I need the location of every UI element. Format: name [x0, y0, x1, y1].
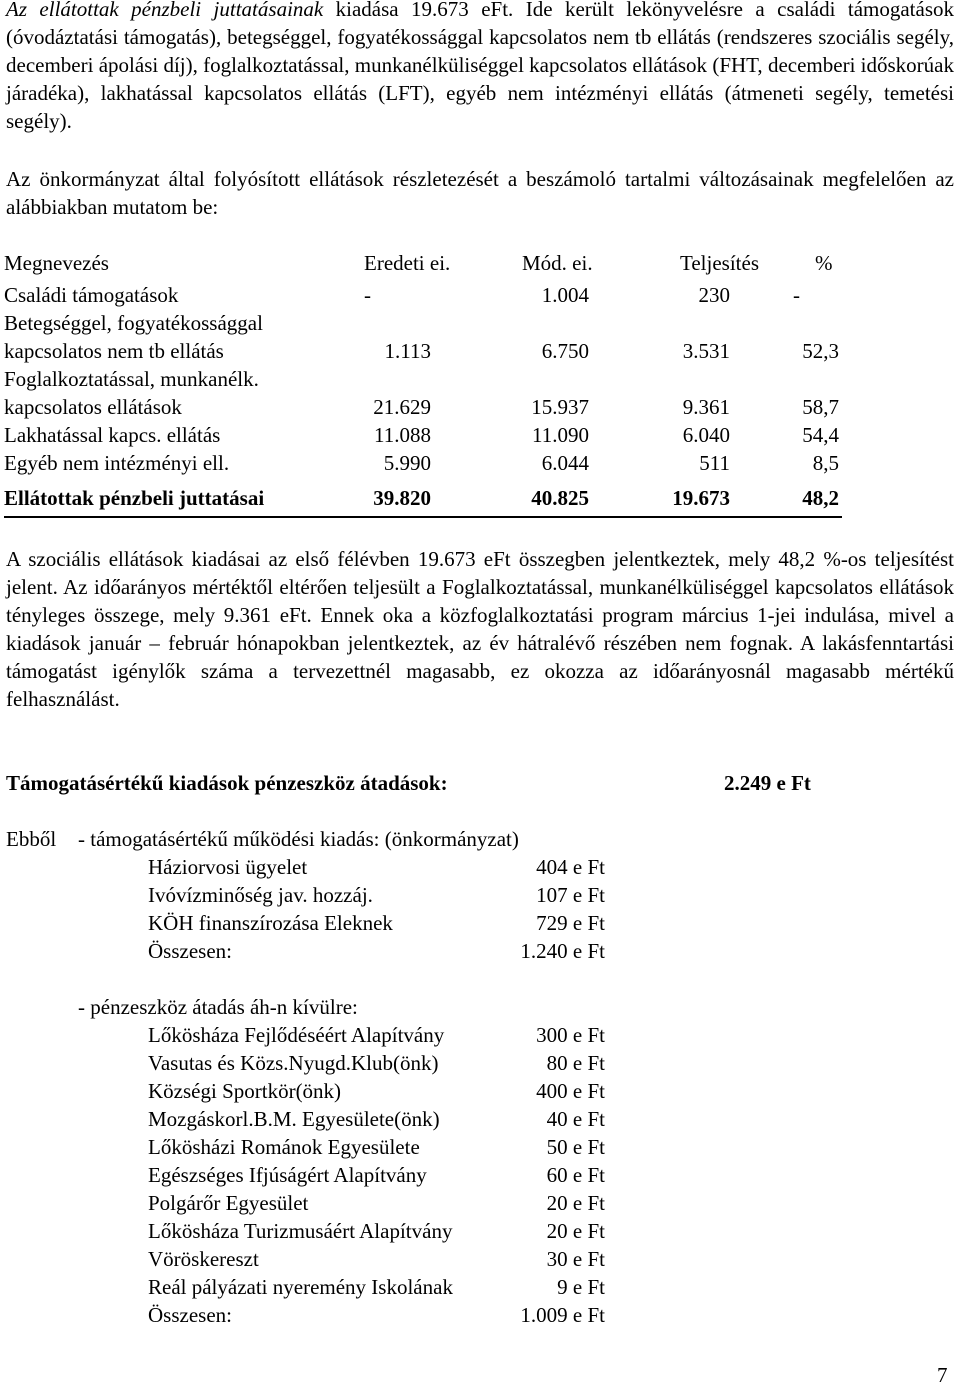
table-cell-done: 511 [699, 451, 730, 475]
list-item-name: Lőkösházi Románok Egyesülete [148, 1135, 420, 1159]
table-row-label: Családi támogatások [4, 283, 179, 307]
table-cell-mod: 11.090 [532, 423, 589, 447]
list-item-name: Mozgáskorl.B.M. Egyesülete(önk) [148, 1107, 440, 1131]
table-cell-mod: 6.044 [541, 451, 589, 475]
list-item-amount: 400 e Ft [536, 1079, 605, 1103]
list-item-name: Ivóvízminőség jav. hozzáj. [148, 883, 373, 907]
list-item-amount: 30 e Ft [546, 1247, 605, 1271]
list-item-amount: 20 e Ft [546, 1191, 605, 1215]
table-cell-done: 3.531 [682, 339, 730, 363]
list-item-name: Összesen: [148, 939, 232, 963]
table-row-label: Egyéb nem intézményi ell. [4, 451, 230, 475]
total-row-rule [4, 516, 842, 518]
table-cell-pct: 8,5 [812, 451, 839, 475]
list-item-amount: 404 e Ft [536, 855, 605, 879]
list-item-amount: 300 e Ft [536, 1023, 605, 1047]
table-cell-pct: 54,4 [802, 423, 839, 447]
list-item-name: Lőkösháza Turizmusáért Alapítvány [148, 1219, 453, 1243]
table-header-cell: Teljesítés [680, 251, 760, 275]
table-cell-orig: 21.629 [373, 395, 431, 419]
table-cell-mod: 1.004 [541, 283, 589, 307]
list-item-amount: 107 e Ft [536, 883, 605, 907]
list-item-amount: 9 e Ft [557, 1275, 605, 1299]
list-item-name: KÖH finanszírozása Eleknek [148, 911, 393, 935]
table-cell-orig: - [364, 283, 371, 307]
list-item-name: Lőkösháza Fejlődéséért Alapítvány [148, 1023, 445, 1047]
table-header-cell: % [815, 251, 833, 275]
table-intro-paragraph: Az önkormányzat által folyósított ellátások részletezését a beszámoló tartalmi változásainak megfelelően az alábbiakban mutatom be: [6, 167, 954, 219]
group1-title: - támogatásértékű működési kiadás: (önkormányzat) [78, 827, 519, 851]
table-total-label: Ellátottak pénzbeli juttatásai [4, 486, 265, 510]
list-item-amount: 20 e Ft [546, 1219, 605, 1243]
list-item-amount: 1.009 e Ft [520, 1303, 605, 1327]
table-cell-mod: 15.937 [531, 395, 589, 419]
intro-paragraph [6, 0, 954, 135]
list-item-name: Reál pályázati nyeremény Iskolának [148, 1275, 453, 1299]
table-cell-orig: 11.088 [374, 423, 431, 447]
list-item-name: Vasutas és Közs.Nyugd.Klub(önk) [148, 1051, 439, 1075]
table-cell-pct: 58,7 [802, 395, 839, 419]
table-total-mod: 40.825 [531, 486, 589, 510]
list-item-name: Háziorvosi ügyelet [148, 855, 308, 879]
table-row-label: kapcsolatos nem tb ellátás [4, 339, 224, 363]
table-cell-pct: - [793, 283, 800, 307]
list-item-name: Polgárőr Egyesület [148, 1191, 309, 1215]
list-item-name: Vöröskereszt [148, 1247, 259, 1271]
list-item-name: Egészséges Ifjúságért Alapítvány [148, 1163, 427, 1187]
list-item-amount: 1.240 e Ft [520, 939, 605, 963]
table-header-cell: Megnevezés [4, 251, 109, 275]
table-header-cell: Mód. ei. [522, 251, 593, 275]
list-item-name: Községi Sportkör(önk) [148, 1079, 342, 1103]
list-item-amount: 80 e Ft [546, 1051, 605, 1075]
list-item-amount: 729 e Ft [536, 911, 605, 935]
ebbol-label: Ebből [6, 827, 57, 851]
list-item-name: Összesen: [148, 1303, 232, 1327]
table-header-cell: Eredeti ei. [364, 251, 451, 275]
table-cell-done: 9.361 [682, 395, 730, 419]
list-item-amount: 60 e Ft [546, 1163, 605, 1187]
table-cell-mod: 6.750 [541, 339, 589, 363]
page-number: 7 [937, 1363, 948, 1387]
table-cell-orig: 5.990 [383, 451, 431, 475]
table-cell-orig: 1.113 [384, 339, 431, 363]
list-item-amount: 40 e Ft [546, 1107, 605, 1131]
table-total-done: 19.673 [672, 486, 730, 510]
table-row-label: kapcsolatos ellátások [4, 395, 182, 419]
intro-rest: kiadása 19.673 eFt. Ide került lekönyvelésre a családi támogatások (óvodáztatási támogatás), betegséggel, fogyatékossággal kapcsolatos nem tb ellátás (rendszeres szociális segély, decemberi ápolási díj), foglalkoztatással, munkanélküliséggel kapcsolatos ellátások (FHT, decemberi időskorúak járadéka), lakhatással kapcsolatos ellátás (LFT), egyéb nem intézményi ellátás (átmeneti segély, temetési segély). [6, 0, 955, 133]
section-title: Támogatásértékű kiadások pénzeszköz átadások: [6, 771, 448, 795]
analysis-paragraph: A szociális ellátások kiadásai az első félévben 19.673 eFt összegben jelentkeztek, mely 48,2 %-os teljesítést jelent. Az időarányos mértéktől eltérően teljesült a Foglalkoztatással, munkanélküliséggel kapcsolatos ellátások tényleges összege, mely 9.361 eFt. Ennek oka a közfoglalkoztatási program március 1-jei indulása, mivel a kiadások január – február hónapokban jelentkeztek, az év hátralévő részében nem fognak. A lakásfenntartási támogatást igénylők száma a tervezettnél magasabb, ez okozza az időarányosnál magasabb mértékű felhasználást. [6, 547, 954, 711]
list-item-amount: 50 e Ft [546, 1135, 605, 1159]
intro-lead-italic: Az ellátottak pénzbeli juttatásainak [6, 0, 324, 21]
table-cell-done: 230 [698, 283, 730, 307]
table-row-label: Foglalkoztatással, munkanélk. [4, 367, 259, 391]
group2-title: - pénzeszköz átadás áh-n kívülre: [78, 995, 358, 1019]
table-total-orig: 39.820 [373, 486, 431, 510]
table-cell-pct: 52,3 [802, 339, 839, 363]
table-row-label: Lakhatással kapcs. ellátás [4, 423, 221, 447]
table-total-pct: 48,2 [802, 486, 839, 510]
table-cell-done: 6.040 [682, 423, 730, 447]
section-amount: 2.249 e Ft [724, 771, 811, 795]
table-row-label: Betegséggel, fogyatékossággal [4, 311, 263, 335]
